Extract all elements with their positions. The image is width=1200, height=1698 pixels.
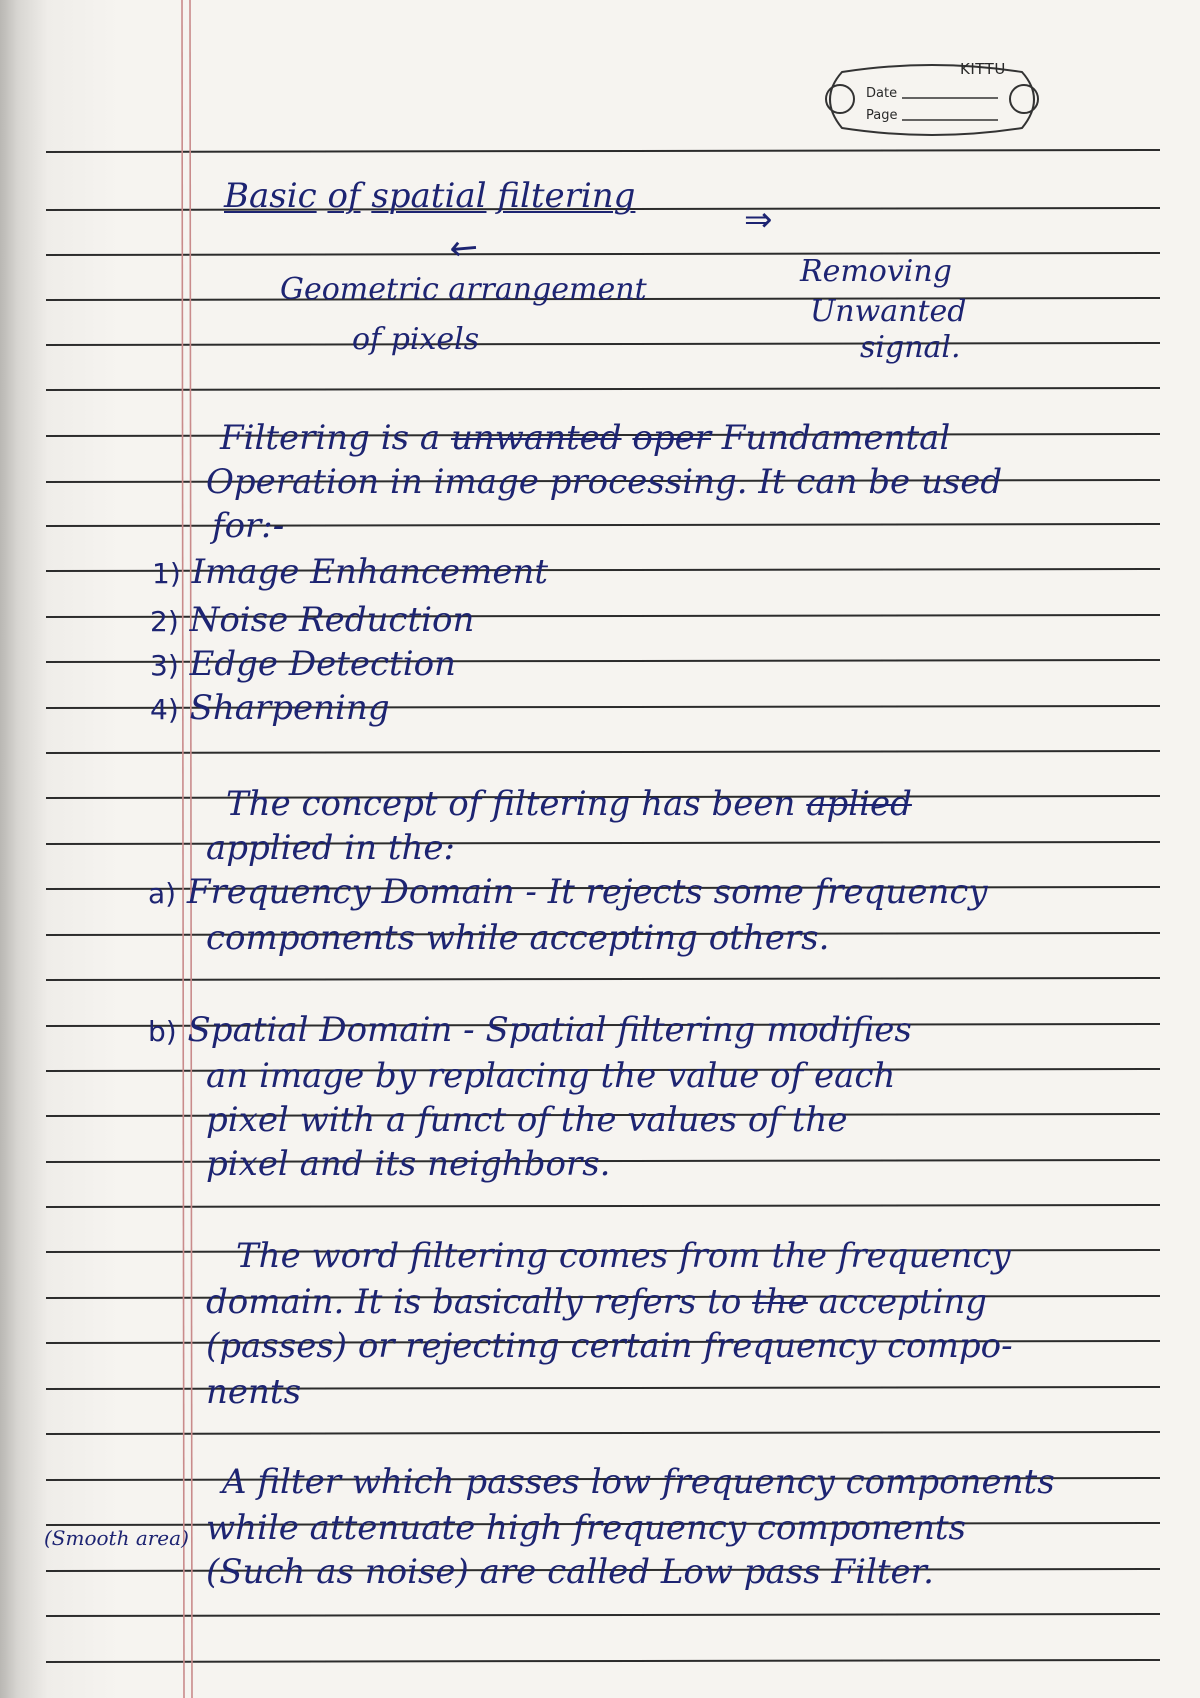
list-number: 2) xyxy=(150,605,179,638)
domain-b-line-4: pixel and its neighbors. xyxy=(206,1144,611,1184)
word-filtering-line-2 xyxy=(206,1282,987,1322)
filtering-note-line1: Removing xyxy=(800,254,952,289)
title-word-2: of xyxy=(327,176,361,216)
word-filtering-line-1: The word filtering comes from the frequency xyxy=(236,1236,1011,1276)
domain-a-label: a) xyxy=(148,877,177,910)
domain-a-line-2: components while accepting others. xyxy=(206,918,830,958)
intro-line-1a: Filtering is a xyxy=(220,418,451,458)
list-text: Noise Reduction xyxy=(189,600,475,640)
domain-a-text: Frequency Domain - It rejects some frequency xyxy=(186,872,988,912)
stamp-frame xyxy=(812,58,1052,140)
title-word-4: filtering xyxy=(497,176,636,216)
domain-b-line-3: pixel with a funct of the values of the xyxy=(206,1100,848,1140)
title-word-3: spatial xyxy=(371,176,487,216)
stamp-brand: KITTU xyxy=(960,60,1006,78)
intro-line-3: for:- xyxy=(212,506,285,546)
word-filtering-struck-word: the xyxy=(752,1282,808,1322)
arrow-down-left-icon: ↙ xyxy=(440,223,489,273)
stamp-page-label: Page xyxy=(866,108,898,123)
word-filtering-line-3: (passes) or rejecting certain frequency compo- xyxy=(206,1326,1013,1366)
intro-line-1 xyxy=(220,418,950,458)
list-item xyxy=(150,600,474,642)
list-text: Edge Detection xyxy=(189,644,456,684)
lowpass-line-3: (Such as noise) are called Low pass Filter. xyxy=(206,1552,934,1592)
lowpass-line-1: A filter which passes low frequency components xyxy=(222,1462,1055,1502)
title-word-1: Basic xyxy=(224,176,317,216)
page-title xyxy=(224,176,635,216)
word-filtering-line-2b: accepting xyxy=(807,1282,988,1322)
concept-line-2: applied in the: xyxy=(206,828,455,868)
concept-line-1a: The concept of filtering has been xyxy=(226,784,807,824)
list-text: Sharpening xyxy=(189,688,390,728)
concept-struck-word: aplied xyxy=(806,784,912,824)
domain-b-label: b) xyxy=(148,1015,177,1048)
list-item xyxy=(150,644,456,686)
word-filtering-line-2a: domain. It is basically refers to xyxy=(206,1282,753,1322)
filtering-note-line3: signal. xyxy=(860,330,961,365)
intro-line-2: Operation in image processing. It can be used xyxy=(206,462,1003,502)
intro-line-1c: Fundamental xyxy=(710,418,951,458)
domain-b-line-1 xyxy=(148,1010,912,1052)
intro-line-1b xyxy=(622,418,633,458)
list-item xyxy=(150,688,390,730)
concept-line-1 xyxy=(226,784,912,824)
domain-b-text: Spatial Domain - Spatial filtering modifies xyxy=(187,1010,912,1050)
side-note: (Smooth area) xyxy=(44,1526,189,1550)
arrow-right-icon: ⇒ xyxy=(744,200,773,240)
intro-struck-word: unwanted xyxy=(450,418,622,458)
domain-a-line-1 xyxy=(148,872,988,914)
intro-struck-word-2: oper xyxy=(632,418,711,458)
list-text: Image Enhancement xyxy=(191,552,549,592)
spatial-note-line1: Geometric arrangement xyxy=(280,272,647,307)
list-number: 1) xyxy=(152,557,181,590)
lowpass-line-2: while attenuate high frequency components xyxy=(206,1508,967,1548)
stamp-date-label: Date xyxy=(866,86,898,101)
filtering-note-line2: Unwanted xyxy=(810,294,967,329)
list-number: 3) xyxy=(150,649,179,682)
word-filtering-line-4: nents xyxy=(206,1372,302,1412)
spatial-note-line2: of pixels xyxy=(352,322,480,357)
domain-b-line-2: an image by replacing the value of each xyxy=(206,1056,896,1096)
list-item xyxy=(152,552,548,594)
list-number: 4) xyxy=(150,693,179,726)
notebook-stamp xyxy=(812,58,1052,140)
